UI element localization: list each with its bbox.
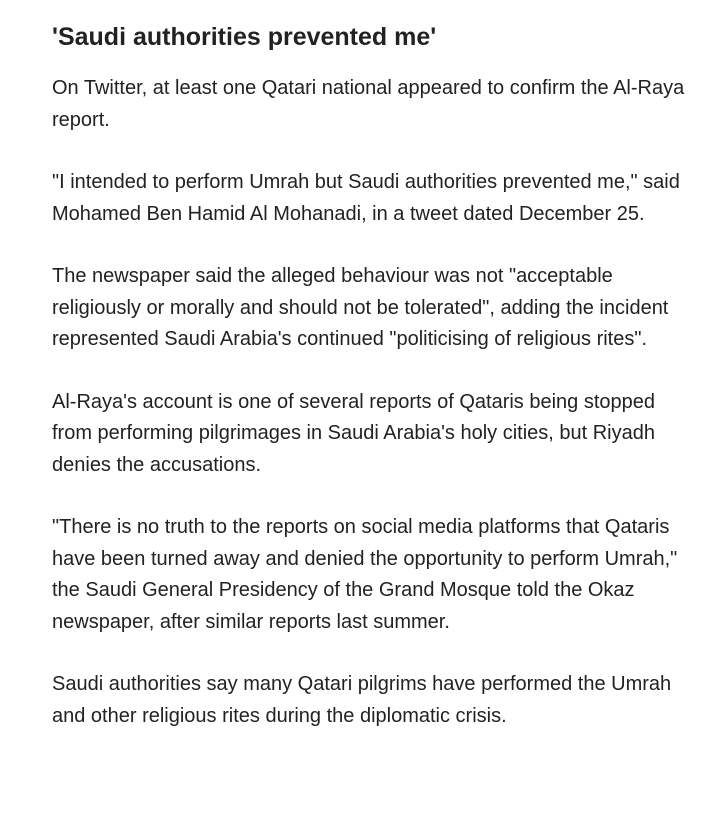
paragraph-presidency-quote: "There is no truth to the reports on social media platforms that Qataris have been turned away and denied the opportunity to perform Umrah," the Saudi General Presidency of the Grand Mosque told the Okaz newspaper, after similar reports last summer. [52, 516, 678, 633]
article-body [52, 20, 692, 732]
paragraph-tweet-quote: "I intended to perform Umrah but Saudi authorities prevented me," said Mohamed Ben Hamid Al Mohanadi, in a tweet dated December 25. [52, 171, 680, 225]
paragraph-newspaper-statement: The newspaper said the alleged behaviour was not "acceptable religiously or morally and should not be tolerated", adding the incident represented Saudi Arabia's continued "politicising of religious rites". [52, 265, 669, 350]
paragraph-twitter-confirmation: On Twitter, at least one Qatari national appeared to confirm the Al-Raya report. [52, 77, 685, 131]
section-heading: 'Saudi authorities prevented me' [52, 23, 437, 51]
paragraph-pilgrims-performed: Saudi authorities say many Qatari pilgrims have performed the Umrah and other religious rites during the diplomatic crisis. [52, 673, 672, 727]
paragraph-reports-denial: Al-Raya's account is one of several reports of Qataris being stopped from performing pilgrimages in Saudi Arabia's holy cities, but Riyadh denies the accusations. [52, 390, 656, 476]
